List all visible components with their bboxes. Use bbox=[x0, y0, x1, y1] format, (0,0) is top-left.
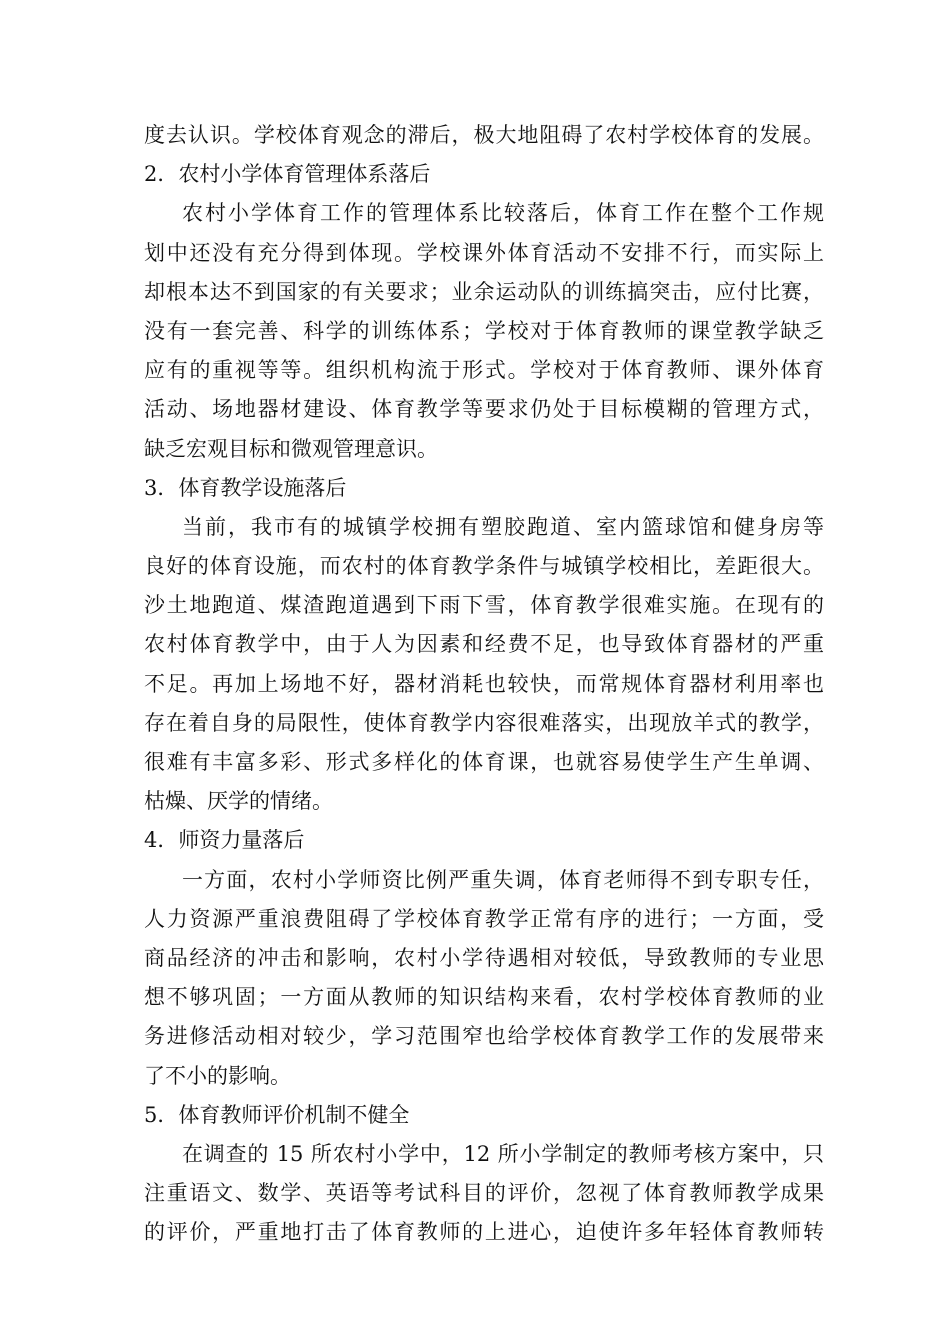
paragraph-line: 却根本达不到国家的有关要求；业余运动队的训练搞突击，应付比赛， bbox=[144, 279, 824, 304]
paragraph-line: 注重语文、数学、英语等考试科目的评价，忽视了体育教师教学成果 bbox=[144, 1181, 824, 1206]
paragraph-line: 枯燥、厌学的情绪。 bbox=[144, 789, 333, 814]
paragraph-line: 商品经济的冲击和影响，农村小学待遇相对较低，导致教师的专业思 bbox=[144, 945, 824, 970]
section-heading: 3．体育教学设施落后 bbox=[144, 475, 347, 500]
section-heading: 2．农村小学体育管理体系落后 bbox=[144, 162, 431, 187]
paragraph-line: 一方面，农村小学师资比例严重失调，体育老师得不到专职专任， bbox=[182, 867, 824, 892]
paragraph-line: 当前，我市有的城镇学校拥有塑胶跑道、室内篮球馆和健身房等 bbox=[182, 514, 824, 539]
paragraph-line: 良好的体育设施，而农村的体育教学条件与城镇学校相比，差距很大。 bbox=[144, 554, 824, 579]
paragraph-line: 在调查的 15 所农村小学中，12 所小学制定的教师考核方案中，只 bbox=[182, 1141, 824, 1166]
section-heading: 4．师资力量落后 bbox=[144, 828, 305, 853]
paragraph-line: 了不小的影响。 bbox=[144, 1063, 291, 1088]
section-heading: 5．体育教师评价机制不健全 bbox=[144, 1102, 410, 1127]
paragraph-line: 度去认识。学校体育观念的滞后，极大地阻碍了农村学校体育的发展。 bbox=[144, 123, 824, 147]
paragraph-line: 想不够巩固；一方面从教师的知识结构来看，农村学校体育教师的业 bbox=[144, 985, 824, 1010]
paragraph-line: 人力资源严重浪费阻碍了学校体育教学正常有序的进行；一方面，受 bbox=[144, 906, 824, 931]
paragraph-line: 划中还没有充分得到体现。学校课外体育活动不安排不行，而实际上 bbox=[144, 240, 824, 265]
document-body bbox=[144, 116, 824, 1252]
paragraph-line: 活动、场地器材建设、体育教学等要求仍处于目标模糊的管理方式， bbox=[144, 397, 824, 422]
paragraph-line: 没有一套完善、科学的训练体系；学校对于体育教师的课堂教学缺乏 bbox=[144, 318, 824, 343]
paragraph-line: 缺乏宏观目标和微观管理意识。 bbox=[144, 436, 438, 461]
paragraph-line: 存在着自身的局限性，使体育教学内容很难落实，出现放羊式的教学， bbox=[144, 710, 824, 735]
paragraph-line: 很难有丰富多彩、形式多样化的体育课，也就容易使学生产生单调、 bbox=[144, 750, 824, 774]
paragraph-line: 的评价，严重地打击了体育教师的上进心，迫使许多年轻体育教师转 bbox=[144, 1220, 824, 1245]
paragraph-line: 沙土地跑道、煤渣跑道遇到下雨下雪，体育教学很难实施。在现有的 bbox=[144, 593, 824, 618]
paragraph-line: 农村体育教学中，由于人为因素和经费不足，也导致体育器材的严重 bbox=[144, 632, 824, 657]
paragraph-line: 应有的重视等等。组织机构流于形式。学校对于体育教师、课外体育 bbox=[144, 358, 824, 383]
paragraph-line: 务进修活动相对较少，学习范围窄也给学校体育教学工作的发展带来 bbox=[144, 1024, 824, 1049]
paragraph-line: 不足。再加上场地不好，器材消耗也较快，而常规体育器材利用率也 bbox=[144, 671, 824, 696]
paragraph-line: 农村小学体育工作的管理体系比较落后，体育工作在整个工作规 bbox=[182, 201, 824, 226]
